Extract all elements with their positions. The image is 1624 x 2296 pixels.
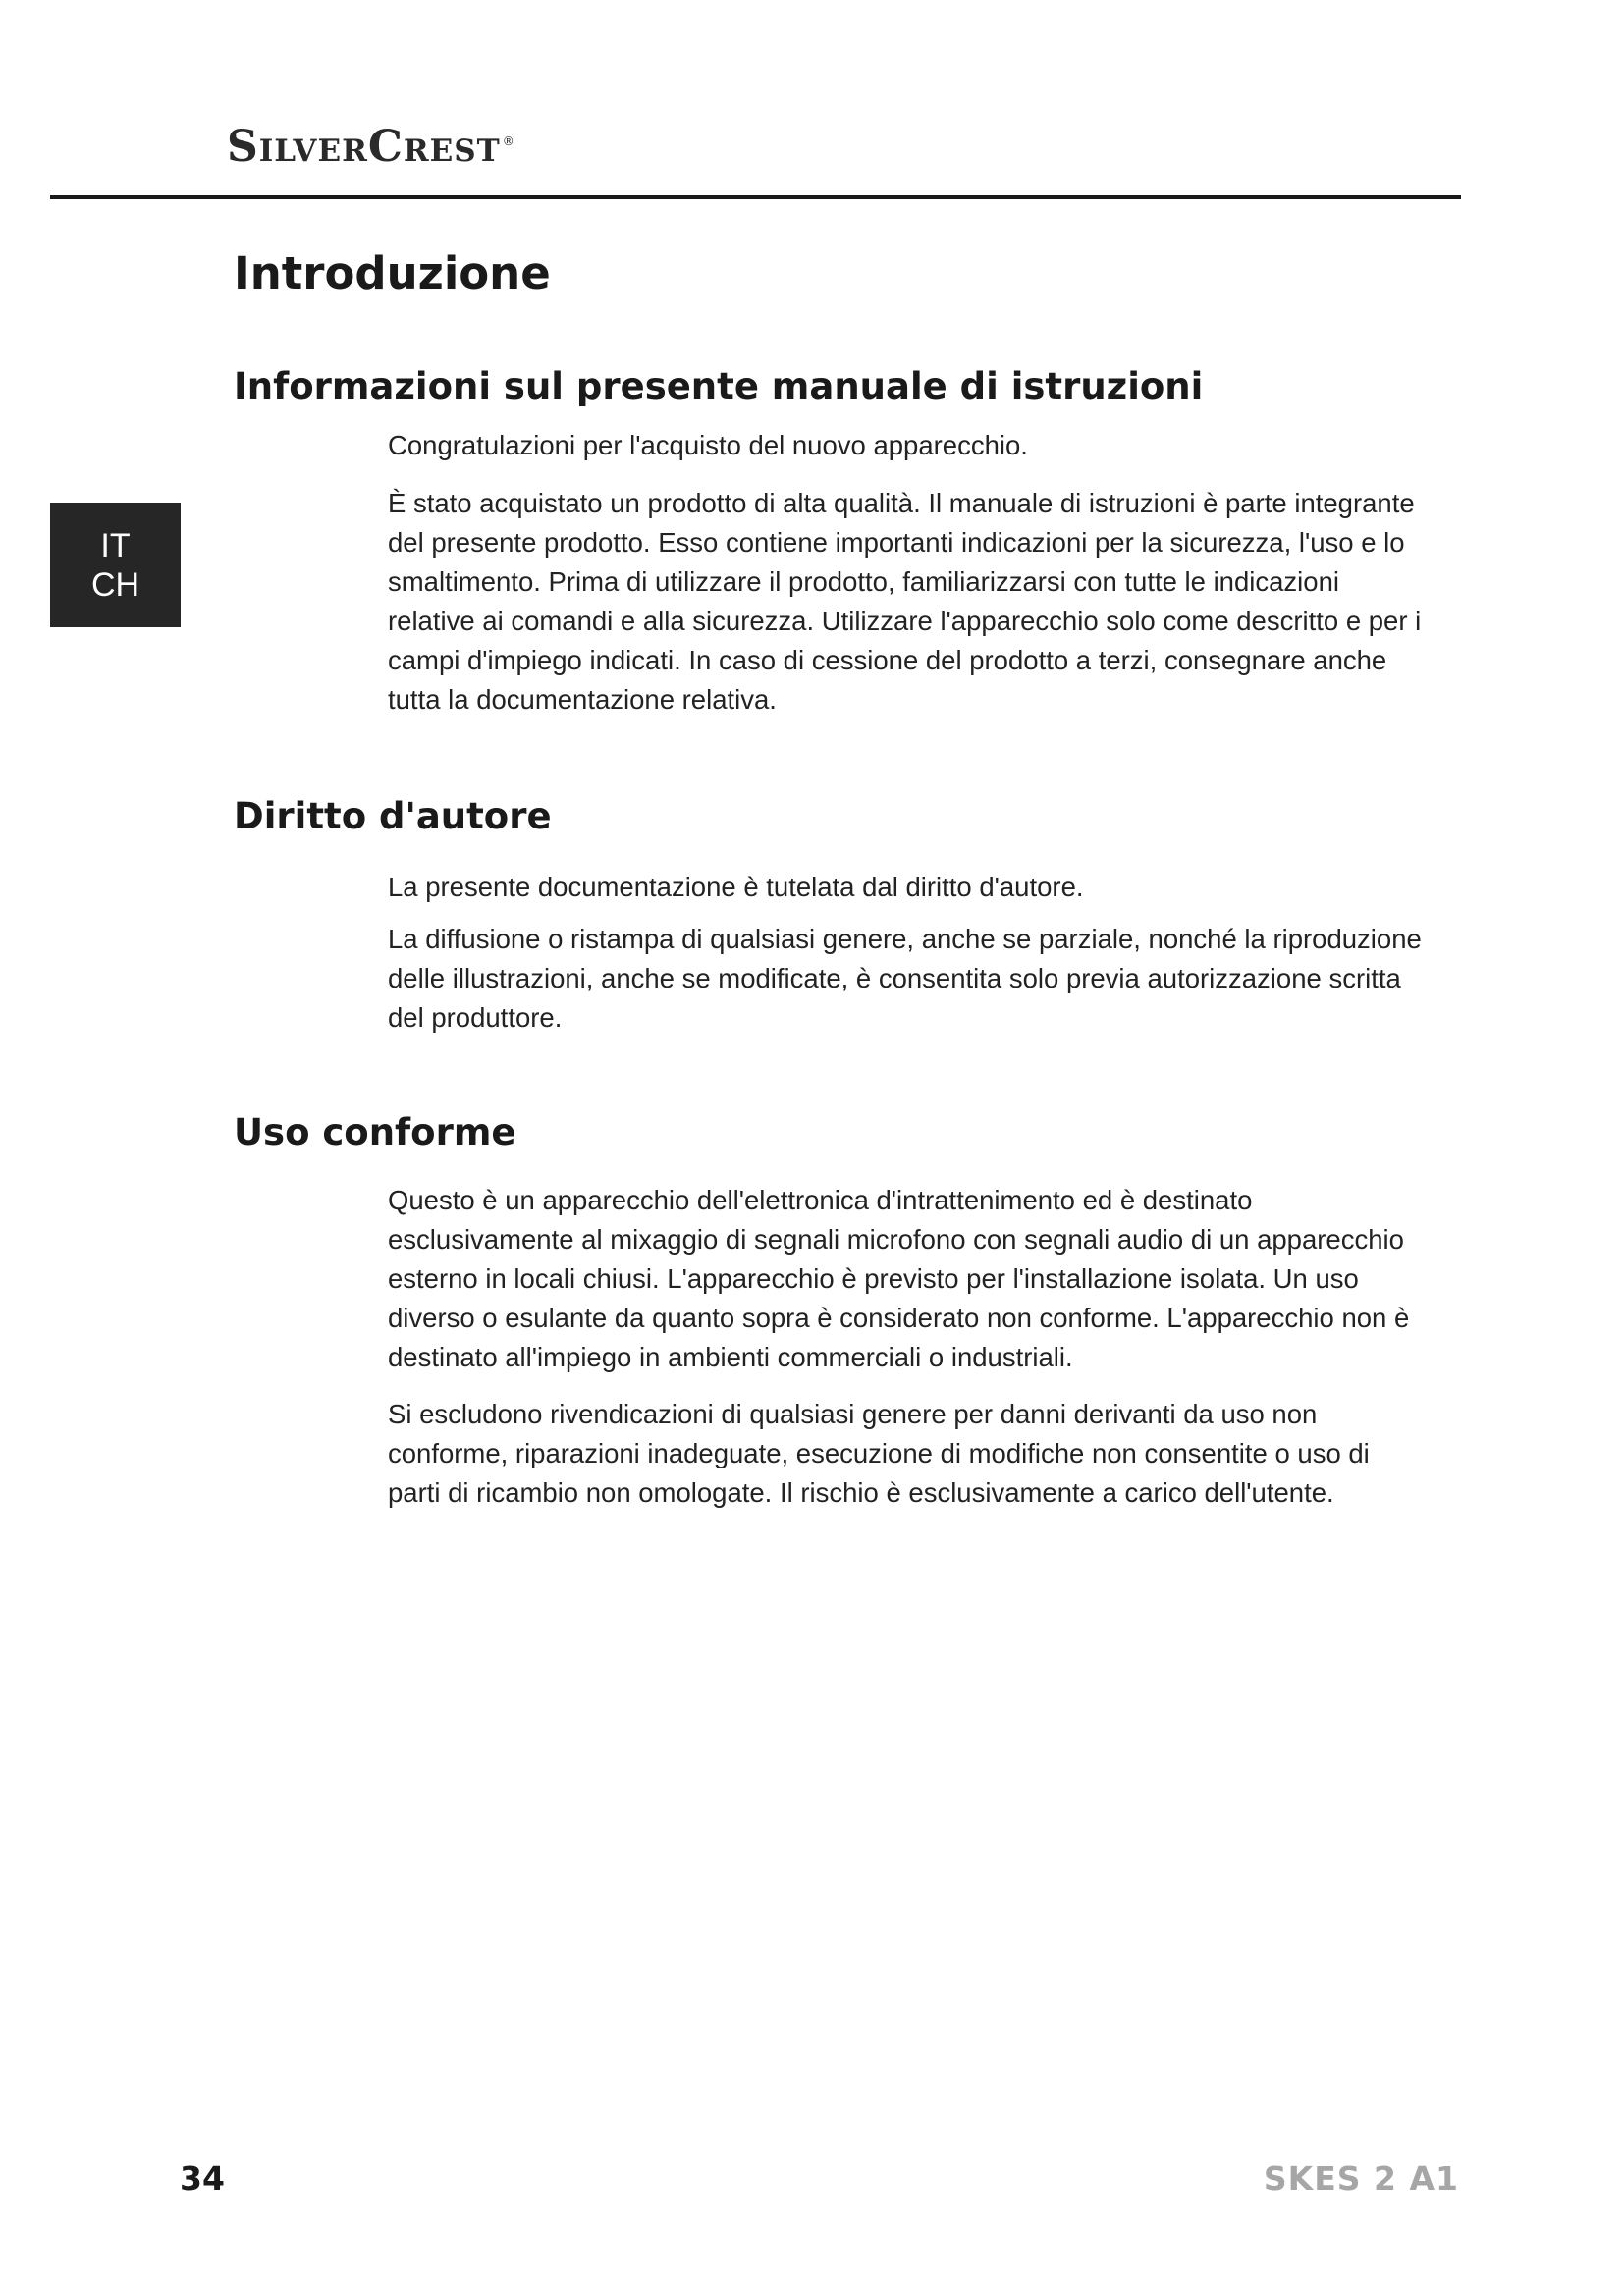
section-heading-manual-info: Informazioni sul presente manuale di istruzioni [234,365,1204,407]
section-paragraph: È stato acquistato un prodotto di alta qualità. Il manuale di istruzioni è parte integrante del presente prodotto. Esso contiene importanti indicazioni per la sicurezza, l'uso e lo smaltimento. Prima di utilizzare il prodotto, familiarizzarsi con tutte le indicazioni relative ai comandi e alla sicurezza. Utilizzare l'apparecchio solo come descritto e per i campi d'impiego indicati. In caso di cessione del prodotto a terzi, consegnare anche tutta la documentazione relativa. [388,488,1422,715]
language-tab-it: IT [100,526,131,564]
section-heading-intended-use: Uso conforme [234,1111,516,1153]
model-number: SKES 2 A1 [1263,2160,1459,2198]
language-tab [50,503,181,627]
section-paragraph: Congratulazioni per l'acquisto del nuovo apparecchio. [388,430,1028,460]
header-divider [50,195,1461,199]
section-paragraph: Questo è un apparecchio dell'elettronica d'intrattenimento ed è destinato esclusivamente al mixaggio di segnali microfono con segnali audio di un apparecchio esterno in locali chiusi. L'apparecchio è previsto per l'installazione isolata. Un uso diverso o esulante da quanto sopra è considerato non conforme. L'apparecchio non è destinato all'impiego in ambienti commerciali o industriali. [388,1185,1410,1372]
brand-logo [227,122,515,172]
section-paragraph: La presente documentazione è tutelata dal diritto d'autore. [388,872,1084,902]
section-paragraph: Si escludono rivendicazioni di qualsiasi genere per danni derivanti da uso non conforme, riparazioni inadeguate, esecuzione di modifiche non consentite o uso di parti di ricambio non omologate. Il rischio è esclusivamente a carico dell'utente. [388,1399,1370,1508]
registered-mark: ® [502,134,515,149]
brand-name: SilverCrest [227,122,501,172]
section-paragraph: La diffusione o ristampa di qualsiasi genere, anche se parziale, nonché la riproduzione delle illustrazioni, anche se modificate, è consentita solo previa autorizzazione scritta del produttore. [388,924,1422,1033]
page-number: 34 [180,2160,225,2198]
section-heading-copyright: Diritto d'autore [234,795,552,837]
page-title: Introduzione [234,247,551,299]
language-tab-ch: CH [90,565,140,604]
